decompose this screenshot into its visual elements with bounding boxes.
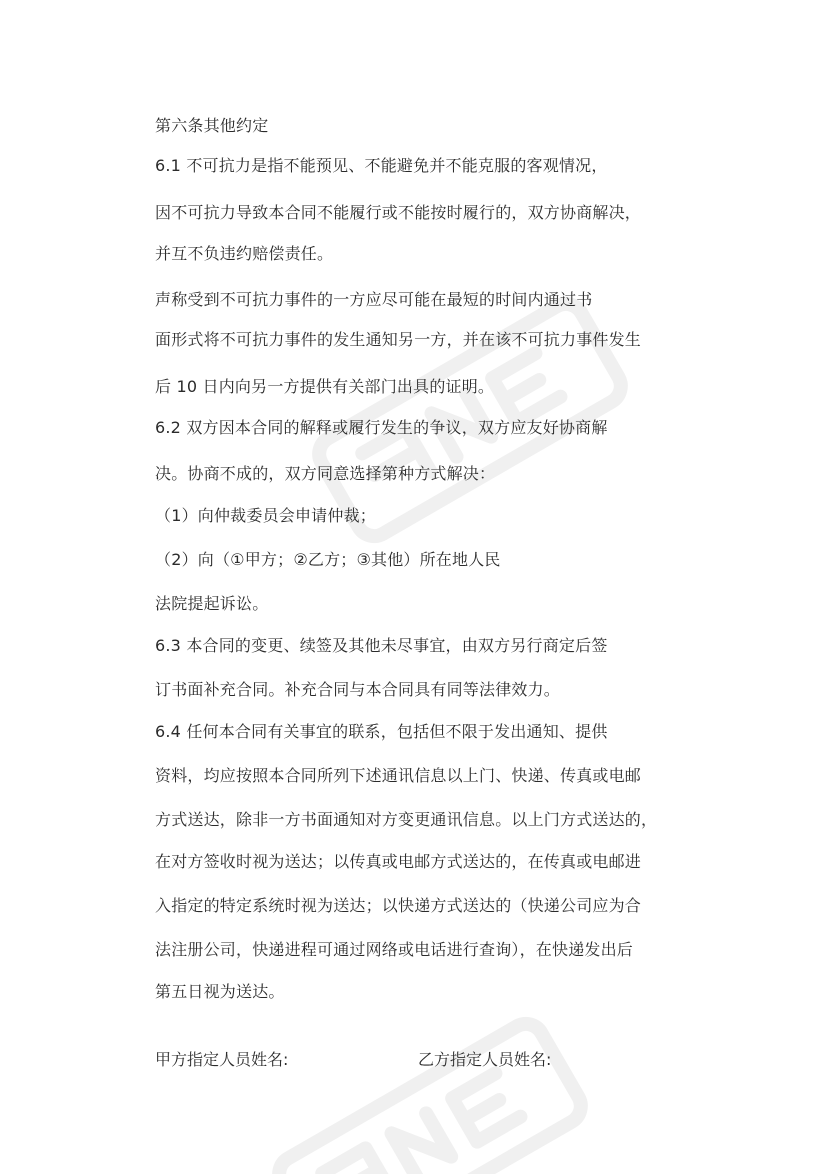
paragraph-line: 6.4 任何本合同有关事宜的联系，包括但不限于发出通知、提供 (155, 722, 608, 741)
paragraph-line: 声称受到不可抗力事件的一方应尽可能在最短的时间内通过书 (155, 290, 593, 309)
paragraph-line: 决。协商不成的，双方同意选择第种方式解决： (155, 464, 496, 483)
paragraph-line: 因不可抗力导致本合同不能履行或不能按时履行的，双方协商解决， (155, 203, 642, 222)
paragraph-line: 6.2 双方因本合同的解释或履行发生的争议，双方应友好协商解 (155, 418, 608, 437)
paragraph-line: 法注册公司，快递进程可通过网络或电话进行查询），在快递发出后 (155, 940, 634, 959)
paragraph-line: 入指定的特定系统时视为送达；以快递方式送达的（快递公司应为合 (155, 896, 642, 915)
paragraph-line: （1）向仲裁委员会申请仲裁； (155, 506, 376, 525)
paragraph-line: 资料，均应按照本合同所列下述通讯信息以上门、快递、传真或电邮 (155, 766, 642, 785)
party-b-signature-label: 乙方指定人员姓名: (418, 1050, 552, 1069)
paragraph-line: 6.3 本合同的变更、续签及其他未尽事宜，由双方另行商定后签 (155, 636, 608, 655)
paragraph-line: 后 10 日内向另一方提供有关部门出具的证明。 (155, 377, 495, 396)
paragraph-line: 第五日视为送达。 (155, 982, 285, 1001)
party-a-signature-label: 甲方指定人员姓名: (155, 1050, 289, 1069)
paragraph-line: 并互不负违约赔偿责任。 (155, 244, 334, 263)
section-heading: 第六条其他约定 (155, 116, 269, 135)
paragraph-line: 面形式将不可抗力事件的发生通知另一方，并在该不可抗力事件发生 (155, 330, 642, 349)
paragraph-line: 6.1 不可抗力是指不能预见、不能避免并不能克服的客观情况， (155, 156, 608, 175)
paragraph-line: 方式送达，除非一方书面通知对方变更通讯信息。以上门方式送达的， (155, 810, 658, 829)
paragraph-line: 在对方签收时视为送达；以传真或电邮方式送达的，在传真或电邮进 (155, 852, 642, 871)
paragraph-line: （2）向（①甲方；②乙方；③其他）所在地人民 (155, 550, 501, 569)
paragraph-line: 订书面补充合同。补充合同与本合同具有同等法律效力。 (155, 680, 561, 699)
paragraph-line: 法院提起诉讼。 (155, 594, 269, 613)
